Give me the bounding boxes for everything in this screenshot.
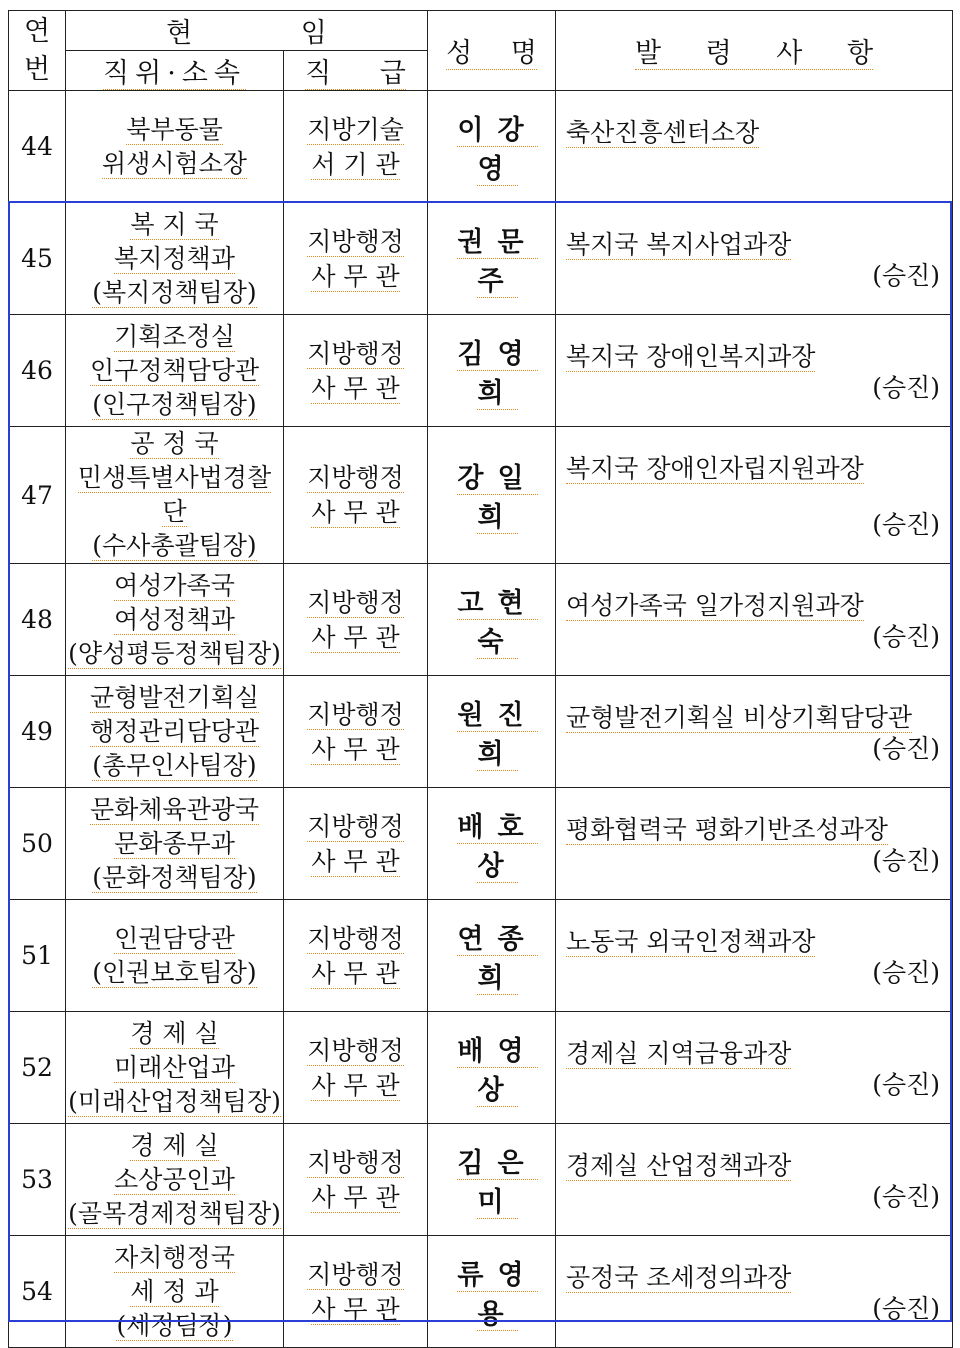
person-name [428, 788, 556, 900]
position-line: 자치행정국 [114, 1242, 235, 1272]
grade-line: 지방행정 [307, 1147, 404, 1177]
promotion-note: (승진) [872, 958, 940, 987]
person-name [428, 1236, 556, 1348]
grade [284, 1124, 428, 1236]
position-line: 행정관리담당관 [89, 716, 260, 746]
current-position [66, 315, 284, 427]
row-number: 52 [9, 1012, 66, 1124]
position-line: 소상공인과 [114, 1164, 235, 1194]
position-line: 경 제 실 [130, 1130, 219, 1160]
header-number-top: 연 [23, 15, 51, 47]
row-number: 47 [9, 427, 66, 564]
person-name-text: 고현숙 [457, 587, 538, 658]
grade-line: 지방행정 [307, 923, 404, 953]
row-number: 45 [9, 203, 66, 315]
position-line: (인구정책팀장) [92, 389, 257, 419]
appointment-order [556, 91, 953, 203]
header-name-text: 성 명 [446, 38, 537, 69]
person-name-text: 이강영 [457, 114, 538, 185]
person-name-text: 강일희 [457, 463, 538, 533]
table-row [9, 427, 953, 564]
table-row [9, 900, 953, 1012]
grade-line: 지방행정 [307, 811, 404, 841]
position-line: (골목경제정책팀장) [68, 1198, 281, 1228]
appointment-order [556, 564, 953, 676]
appointment-order-text: 균형발전기획실 비상기획담당관 [566, 703, 913, 732]
grade-line: 사 무 관 [311, 373, 400, 403]
header-order-text: 발 령 사 항 [634, 38, 874, 69]
table-row [9, 91, 953, 203]
appointment-order [556, 676, 953, 788]
person-name [428, 315, 556, 427]
position-line: 위생시험소장 [102, 148, 247, 178]
promotion-note: (승진) [872, 261, 940, 290]
row-number: 53 [9, 1124, 66, 1236]
grade [284, 900, 428, 1012]
person-name [428, 1012, 556, 1124]
person-name [428, 900, 556, 1012]
position-line: 복지정책과 [114, 243, 235, 273]
promotion-note: (승진) [872, 1294, 940, 1323]
position-line: (수사총괄팀장) [92, 531, 257, 560]
position-line: (문화정책팀장) [92, 862, 257, 892]
table-row [9, 203, 953, 315]
appointment-order-text: 경제실 산업정책과장 [566, 1151, 792, 1180]
position-line: 여성가족국 [114, 570, 235, 600]
row-number: 51 [9, 900, 66, 1012]
person-name-text: 연종희 [457, 923, 538, 994]
position-line: (양성평등정책팀장) [68, 638, 281, 668]
row-number: 48 [9, 564, 66, 676]
header-position [66, 51, 284, 91]
person-name [428, 91, 556, 203]
current-position [66, 91, 284, 203]
grade-line: 지방행정 [307, 226, 404, 256]
person-name [428, 1124, 556, 1236]
promotion-note: (승진) [872, 373, 940, 402]
header-number-bottom: 번 [23, 53, 51, 85]
grade-line: 지방행정 [307, 1259, 404, 1289]
grade [284, 203, 428, 315]
person-name [428, 676, 556, 788]
position-line: 문화종무과 [114, 828, 235, 858]
position-line: 경 제 실 [130, 1018, 219, 1048]
appointment-order [556, 427, 953, 564]
appointment-table [8, 10, 953, 1348]
grade [284, 564, 428, 676]
grade [284, 1012, 428, 1124]
current-position [66, 1012, 284, 1124]
grade-line: 지방행정 [307, 587, 404, 617]
grade-line: 지방행정 [307, 1035, 404, 1065]
position-line: 세 정 과 [130, 1276, 219, 1306]
current-position [66, 203, 284, 315]
promotion-note: (승진) [872, 846, 940, 875]
grade [284, 427, 428, 564]
appointment-order-text: 평화협력국 평화기반조성과장 [566, 815, 888, 844]
grade-line: 사 무 관 [311, 622, 400, 652]
position-line: 북부동물 [126, 114, 223, 144]
grade-line: 지방행정 [307, 463, 404, 492]
position-line: 여성정책과 [114, 604, 235, 634]
appointment-order [556, 788, 953, 900]
table-row [9, 315, 953, 427]
person-name-text: 배영상 [457, 1035, 538, 1106]
person-name-text: 류영용 [457, 1259, 538, 1330]
promotion-note: (승진) [872, 1182, 940, 1211]
appointment-order-text: 노동국 외국인정책과장 [566, 927, 816, 956]
current-position [66, 1124, 284, 1236]
position-line: 공 정 국 [130, 429, 219, 458]
appointment-order-text: 축산진흥센터소장 [566, 118, 760, 147]
position-line: (총무인사팀장) [92, 750, 257, 780]
table-row [9, 676, 953, 788]
position-line: 기획조정실 [114, 321, 235, 351]
appointment-order-text: 경제실 지역금융과장 [566, 1039, 792, 1068]
grade-line: 사 무 관 [311, 261, 400, 291]
grade-line: 지방행정 [307, 338, 404, 368]
header-current: 현 임 [66, 11, 428, 51]
person-name [428, 564, 556, 676]
appointment-order [556, 1236, 953, 1348]
grade-line: 사 무 관 [311, 846, 400, 876]
current-position [66, 564, 284, 676]
person-name [428, 203, 556, 315]
promotion-note: (승진) [872, 734, 940, 763]
person-name-text: 김영희 [457, 338, 538, 409]
header-position-text: 직위·소속 [103, 58, 246, 89]
appointment-order-text: 복지국 장애인복지과장 [566, 342, 816, 371]
grade-line: 사 무 관 [311, 1070, 400, 1100]
position-line: 미래산업과 [114, 1052, 235, 1082]
header-name [428, 11, 556, 91]
grade [284, 788, 428, 900]
appointment-order-text: 복지국 장애인자립지원과장 [566, 454, 864, 483]
row-number: 49 [9, 676, 66, 788]
current-position [66, 1236, 284, 1348]
person-name-text: 권문주 [457, 226, 538, 297]
position-line: 인권담당관 [114, 923, 235, 953]
grade-line: 사 무 관 [311, 1182, 400, 1212]
grade-line: 사 무 관 [311, 734, 400, 764]
table-row [9, 1124, 953, 1236]
appointment-order [556, 900, 953, 1012]
table-row [9, 564, 953, 676]
position-line: 복 지 국 [130, 209, 219, 239]
table-header [9, 11, 953, 91]
row-number: 54 [9, 1236, 66, 1348]
grade-line: 지방기술 [307, 114, 404, 144]
person-name [428, 427, 556, 564]
row-number: 46 [9, 315, 66, 427]
grade [284, 676, 428, 788]
row-number: 44 [9, 91, 66, 203]
grade [284, 315, 428, 427]
promotion-note: (승진) [872, 1070, 940, 1099]
current-position [66, 788, 284, 900]
position-line: (세정팀장) [116, 1310, 233, 1340]
grade-line: 서 기 관 [311, 149, 400, 179]
position-line: (인권보호팀장) [92, 957, 257, 987]
header-number [9, 11, 66, 91]
current-position [66, 676, 284, 788]
table-row [9, 1012, 953, 1124]
header-grade [284, 51, 428, 91]
header-order [556, 11, 953, 91]
position-line: (미래산업정책팀장) [68, 1086, 281, 1116]
header-grade-text: 직 급 [305, 58, 406, 89]
position-line: 민생특별사법경찰단 [77, 463, 272, 526]
position-line: 인구정책담당관 [89, 355, 260, 385]
person-name-text: 원진희 [457, 699, 538, 770]
grade-line: 사 무 관 [311, 1294, 400, 1324]
grade [284, 91, 428, 203]
table-row [9, 788, 953, 900]
promotion-note: (승진) [872, 510, 940, 539]
person-name-text: 배호상 [457, 811, 538, 882]
current-position [66, 900, 284, 1012]
grade [284, 1236, 428, 1348]
appointment-order-text: 복지국 복지사업과장 [566, 230, 792, 259]
appointment-order [556, 1124, 953, 1236]
table-row [9, 1236, 953, 1348]
grade-line: 사 무 관 [311, 498, 400, 527]
promotion-note: (승진) [872, 622, 940, 651]
person-name-text: 김은미 [457, 1147, 538, 1218]
appointment-order-text: 공정국 조세정의과장 [566, 1263, 792, 1292]
position-line: 균형발전기획실 [89, 682, 260, 712]
grade-line: 사 무 관 [311, 958, 400, 988]
appointment-order [556, 203, 953, 315]
appointment-order-text: 여성가족국 일가정지원과장 [566, 591, 864, 620]
current-position [66, 427, 284, 564]
position-line: (복지정책팀장) [92, 277, 257, 307]
row-number: 50 [9, 788, 66, 900]
position-line: 문화체육관광국 [89, 794, 260, 824]
appointment-order [556, 1012, 953, 1124]
appointment-order [556, 315, 953, 427]
grade-line: 지방행정 [307, 699, 404, 729]
table-body [9, 91, 953, 1348]
